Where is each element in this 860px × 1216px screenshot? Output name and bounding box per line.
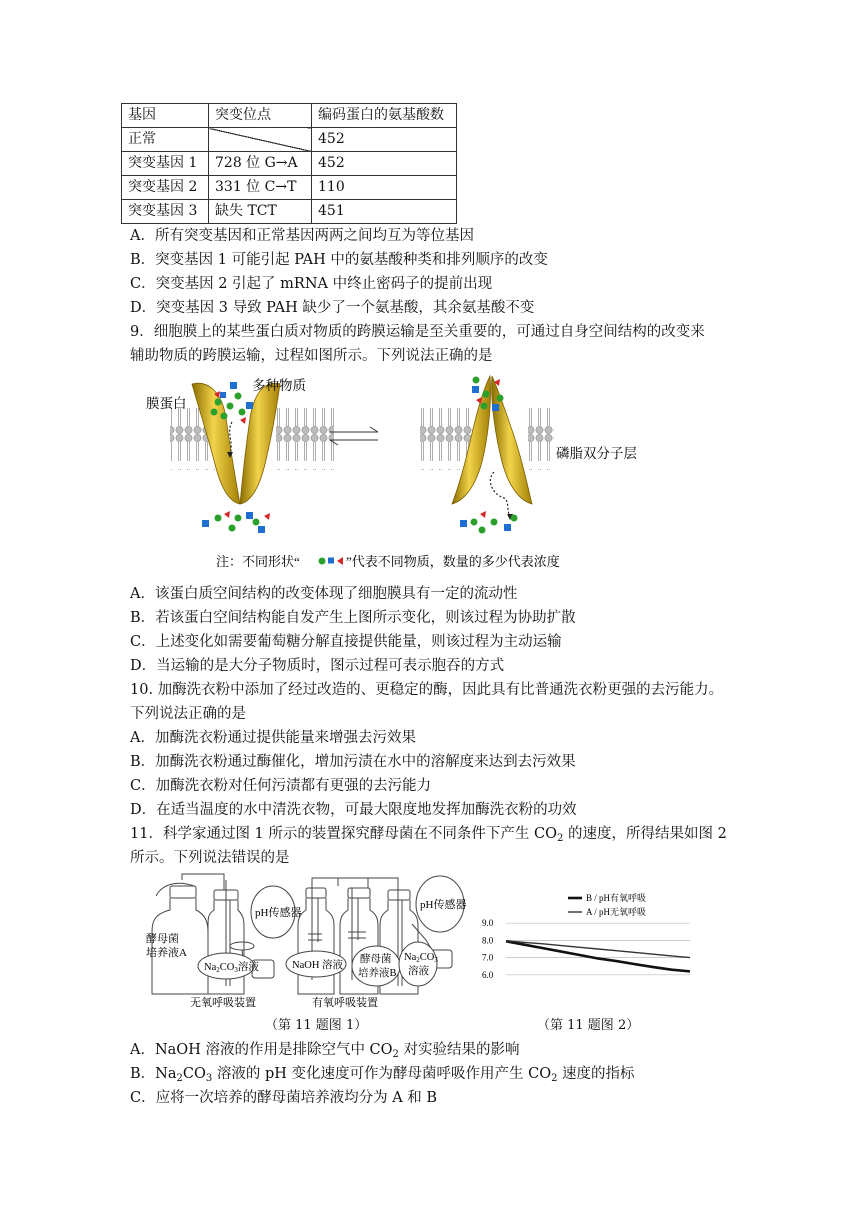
q11-stem-line1 [130,824,727,844]
lipid-bilayer-right-b [528,408,554,470]
formula-part: CO [219,962,235,973]
label-membrane-protein: 膜蛋白 [146,396,187,411]
table-cell: 突变基因 3 [122,200,209,224]
membrane-protein-right-right-half [492,376,532,504]
transport-arrow-right [490,472,510,516]
yeast-respiration-apparatus-figure [142,870,468,1008]
subscript: 3 [434,956,438,964]
option-text: A．NaOH 溶液的作用是排除空气中 CO [130,1042,393,1058]
legend-label-b: B / pH有氧呼吸 [586,893,647,903]
subscript: 3 [234,966,238,974]
figure-note-suffix: ”代表不同物质，数量的多少代表浓度 [346,554,560,569]
figure-1-caption: （第 11 题图 1） [265,1018,368,1033]
table-cell: 331 位 C→T [209,176,312,200]
table-cell-diagonal [209,128,312,152]
table-row [122,176,457,200]
table-cell: 缺失 TCT [209,200,312,224]
label-naoh: NaOH 溶液 [292,960,344,971]
label-yeast-b-line2: 培养液B [358,968,397,979]
table-row [122,200,457,224]
option-text: CO [182,1066,206,1082]
table-cell: 451 [312,200,457,224]
table-cell: 突变基因 1 [122,152,209,176]
na2co3-callout-2 [399,942,437,986]
membrane-protein-right-half [240,383,280,504]
figure-2-caption: （第 11 题图 2） [537,1018,640,1033]
table-cell: 110 [312,176,457,200]
lipid-bilayer-left-b [276,408,334,470]
table-cell: 452 [312,152,457,176]
q8-option-a: A．所有突变基因和正常基因两两之间均互为等位基因 [130,228,474,244]
formula-part: Na [204,962,217,973]
q10-option-a: A．加酶洗衣粉通过提供能量来增强去污效果 [130,730,416,746]
option-text: B．Na [130,1066,177,1082]
equilibrium-arrows-icon [330,427,378,445]
table-header-cell: 突变位点 [209,104,312,128]
substances-bottom-left [202,511,270,533]
q10-option-d: D．在适当温度的水中清洗衣物，可最大限度地发挥加酶洗衣粉的功效 [130,802,577,818]
formula-part: 溶液 [237,962,259,973]
q10-stem-line1: 10. 加酶洗衣粉中添加了经过改造的、更稳定的酶，因此具有比普通洗衣粉更强的去污能力。 [130,682,724,698]
q9-option-a: A．该蛋白质空间结构的改变体现了细胞膜具有一定的流动性 [130,586,518,602]
subscript: 2 [416,956,420,964]
subscript: 2 [556,833,564,844]
table-cell: 452 [312,128,457,152]
membrane-transport-figure [130,372,690,580]
q11-option-a [130,1040,520,1060]
subscript: 2 [216,966,220,974]
q9-option-c: C．上述变化如需要葡萄糖分解直接提供能量，则该过程为主动运输 [130,634,562,650]
q9-option-d: D．当运输的是大分子物质时，图示过程可表示胞吞的方式 [130,658,505,674]
q9-stem-line1: 9．细胞膜上的某些蛋白质对物质的跨膜运输是至关重要的，可通过自身空间结构的改变来 [130,324,705,340]
label-yeast-a-line1: 酵母菌 [146,933,179,945]
series-line-b-aerobic [506,941,690,971]
option-text: 溶液的 pH 变化速度可作为酵母菌呼吸作用产生 CO [212,1066,552,1082]
table-row [122,128,457,152]
figure-note-prefix: 注：不同形状“ [216,554,300,569]
q11-option-b [130,1064,635,1084]
table-row [122,152,457,176]
label-ph-sensor-2: pH传感器 [420,899,467,911]
formula-part: CO [419,952,435,963]
label-aerobic-apparatus: 有氧呼吸装置 [312,997,378,1008]
label-yeast-a-line2: 培养液A [146,947,187,959]
subscript: 2 [392,1049,399,1060]
table-cell: 正常 [122,128,209,152]
label-na2co3-1 [204,960,259,974]
series-line-a-anaerobic [506,941,690,958]
q10-stem-line2: 下列说法正确的是 [130,706,246,722]
y-tick-label: 9.0 [482,918,494,929]
option-text: 速度的指标 [557,1066,635,1082]
chart-legend [568,892,646,917]
q11-stem-text: 11．科学家通过图 1 所示的装置探究酵母菌在不同条件下产生 CO [130,826,557,842]
formula-part: Na [404,952,417,963]
subscript: 2 [551,1073,558,1084]
ph-change-line-chart [480,888,700,988]
q11-stem-line2: 所示。下列说法错误的是 [130,850,290,866]
q9-stem-line2: 辅助物质的跨膜运输，过程如图所示。下列说法正确的是 [130,348,493,364]
q11-stem-text: 的速度，所得结果如图 2 [563,826,727,842]
y-tick-label: 7.0 [482,952,494,963]
label-ph-sensor-1: pH传感器 [255,907,302,919]
chart-y-tick-labels [482,918,494,980]
label-na2co3-2-line2: 溶液 [408,966,429,977]
q10-option-b: B．加酶洗衣粉通过酶催化，增加污渍在水中的溶解度来达到去污效果 [130,754,576,770]
option-text: 对实验结果的影响 [398,1042,520,1058]
label-yeast-b-line1: 酵母菌 [360,954,392,965]
q9-option-b: B．若该蛋白空间结构能自发产生上图所示变化，则该过程为协助扩散 [130,610,576,626]
subscript: 3 [205,1073,213,1084]
table-header-cell: 编码蛋白的氨基酸数 [312,104,457,128]
q11-option-c: C．应将一次培养的酵母菌培养液均分为 A 和 B [130,1090,438,1106]
label-na2co3-2-line1 [404,952,438,964]
y-tick-label: 8.0 [482,935,494,946]
q8-option-d: D．突变基因 3 导致 PAH 缺少了一个氨基酸，其余氨基酸不变 [130,300,535,316]
label-phospholipid-bilayer: 磷脂双分子层 [556,446,637,461]
subscript: 2 [176,1073,183,1084]
label-anaerobic-apparatus: 无氧呼吸装置 [190,997,256,1008]
chart-series-lines [506,941,690,972]
table-header-row [122,104,457,128]
note-shape-legend-icon [319,557,344,565]
yeast-b-callout [352,946,400,986]
table-header-cell: 基因 [122,104,209,128]
q8-option-b: B．突变基因 1 可能引起 PAH 中的氨基酸种类和排列顺序的改变 [130,252,548,268]
label-substances: 多种物质 [252,378,306,393]
q8-option-c: C．突变基因 2 引起了 mRNA 中终止密码子的提前出现 [130,276,493,292]
table-cell: 突变基因 2 [122,176,209,200]
gene-mutation-table [121,103,457,224]
legend-label-a: A / pH无氧呼吸 [586,907,647,917]
q10-option-c: C．加酶洗衣粉对任何污渍都有更强的去污能力 [130,778,432,794]
table-cell: 728 位 G→A [209,152,312,176]
y-tick-label: 6.0 [482,969,494,980]
